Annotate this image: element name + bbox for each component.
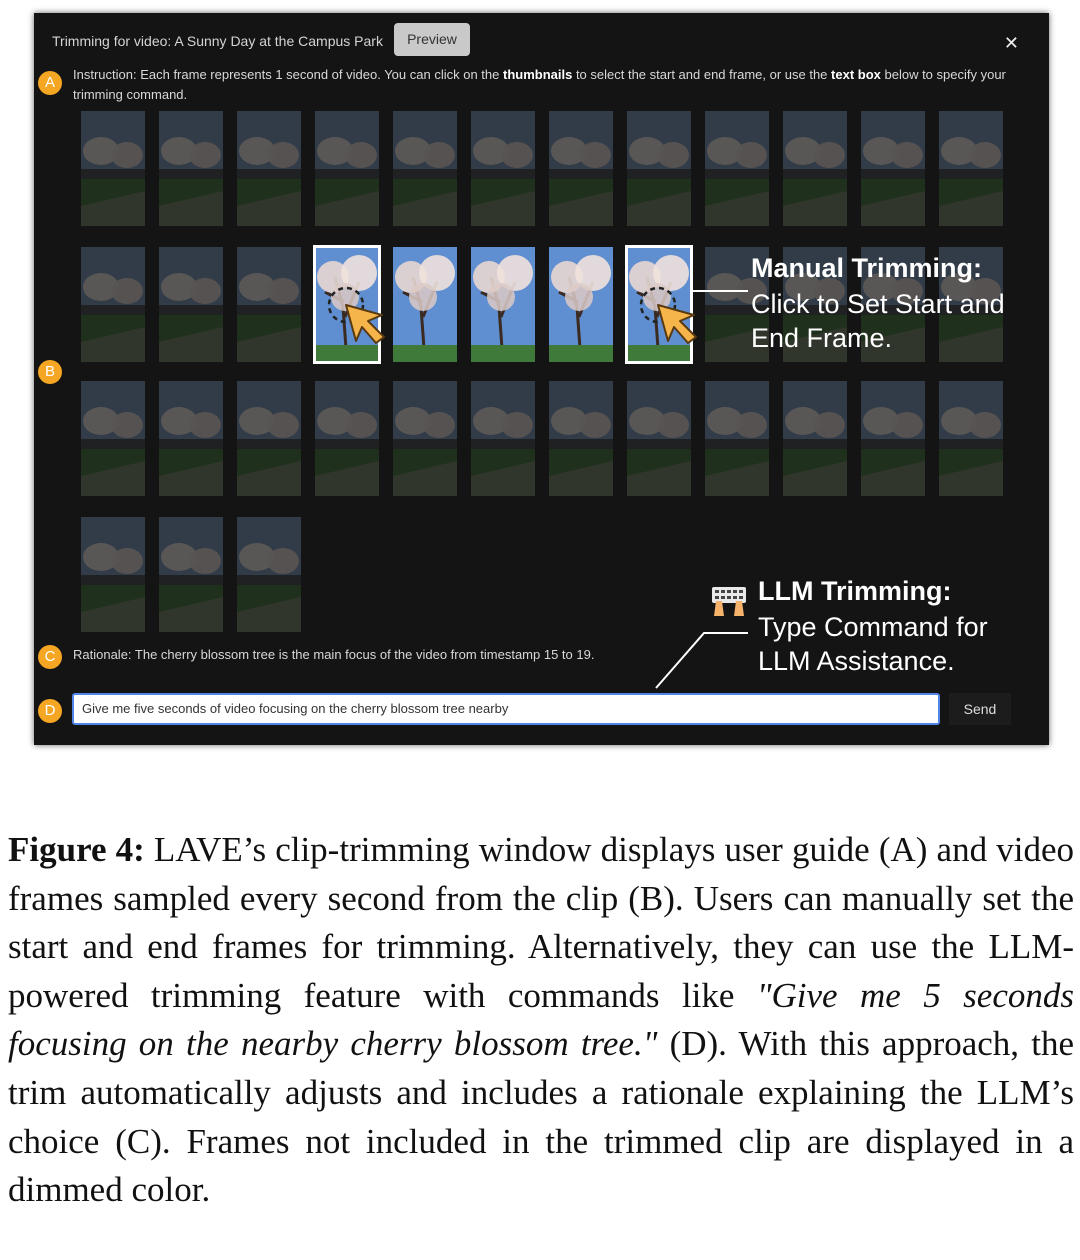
frame-thumbnail[interactable] bbox=[471, 111, 535, 226]
frame-thumbnail[interactable] bbox=[81, 517, 145, 632]
figure-caption: Figure 4: LAVE’s clip-trimming window displays user guide (A) and video frames sampled every second from the clip (B). Users can manually set the start and end frames for trimming. Alternatively, they can use the LLM-powered trimming feature with commands like "Give me 5 seconds focusing on the nearby cherry blossom tree." (D). With this approach, the trim automatically adjusts and includes a rationale explaining the LLM’s choice (C). Frames not included in the trimmed clip are displayed in a dimmed color. bbox=[8, 830, 1075, 1210]
badge-b: B bbox=[38, 360, 62, 384]
frame-thumbnail[interactable] bbox=[627, 111, 691, 226]
rationale-text: Rationale: The cherry blossom tree is the main focus of the video from timestamp 15 to 19. bbox=[73, 647, 595, 662]
frame-thumbnail[interactable] bbox=[783, 381, 847, 496]
frame-thumbnail[interactable] bbox=[471, 247, 535, 362]
close-icon[interactable]: ✕ bbox=[1003, 33, 1019, 53]
frame-thumbnail[interactable] bbox=[81, 381, 145, 496]
frame-thumbnail[interactable] bbox=[939, 111, 1003, 226]
llm-trimming-title: LLM Trimming: bbox=[758, 576, 952, 606]
frame-thumbnail[interactable] bbox=[159, 247, 223, 362]
send-button[interactable]: Send bbox=[949, 693, 1011, 725]
manual-trimming-line2: End Frame. bbox=[751, 323, 893, 353]
frame-thumbnail[interactable] bbox=[705, 111, 769, 226]
frame-thumbnail[interactable] bbox=[939, 381, 1003, 496]
command-input[interactable] bbox=[72, 693, 940, 725]
frame-thumbnail[interactable] bbox=[237, 381, 301, 496]
keyboard-typing-icon bbox=[710, 583, 748, 617]
frame-thumbnail[interactable] bbox=[237, 247, 301, 362]
click-cursor-icon bbox=[326, 285, 388, 347]
frame-thumbnail[interactable] bbox=[81, 111, 145, 226]
click-cursor-icon bbox=[638, 285, 700, 347]
frame-thumbnail[interactable] bbox=[159, 517, 223, 632]
frame-thumbnail[interactable] bbox=[237, 111, 301, 226]
frame-thumbnail[interactable] bbox=[393, 111, 457, 226]
llm-trimming-line2: LLM Assistance. bbox=[758, 646, 955, 676]
caption-quote: "Give me 5 seconds focusing on the nearby cherry blossom tree." bbox=[8, 975, 1074, 1064]
badge-d: D bbox=[38, 699, 62, 723]
frame-thumbnail[interactable] bbox=[315, 111, 379, 226]
frame-thumbnail[interactable] bbox=[393, 381, 457, 496]
frame-thumbnail[interactable] bbox=[315, 381, 379, 496]
badge-a: A bbox=[38, 71, 62, 95]
frame-thumbnail[interactable] bbox=[159, 111, 223, 226]
frame-thumbnail[interactable] bbox=[861, 111, 925, 226]
manual-trimming-line1: Click to Set Start and bbox=[751, 289, 1005, 319]
frame-thumbnail[interactable] bbox=[549, 381, 613, 496]
frame-thumbnail[interactable] bbox=[861, 381, 925, 496]
preview-button[interactable]: Preview bbox=[394, 23, 470, 56]
frame-thumbnail[interactable] bbox=[549, 111, 613, 226]
figure-label: Figure 4: bbox=[8, 830, 145, 869]
instruction-text: Instruction: Each frame represents 1 second of video. You can click on the thumbnails to select the start and end frame, or use the text box below to specify your trimming command. bbox=[73, 67, 1006, 102]
frame-thumbnail[interactable] bbox=[627, 381, 691, 496]
frame-thumbnail[interactable] bbox=[81, 247, 145, 362]
frame-thumbnail[interactable] bbox=[393, 247, 457, 362]
llm-trimming-line1: Type Command for bbox=[758, 612, 988, 642]
clip-trimming-window bbox=[34, 13, 1049, 745]
title-bar bbox=[34, 13, 1049, 73]
window-title: Trimming for video: A Sunny Day at the Campus Park bbox=[52, 33, 383, 49]
frame-thumbnail[interactable] bbox=[471, 381, 535, 496]
frame-thumbnail[interactable] bbox=[549, 247, 613, 362]
frame-thumbnail[interactable] bbox=[783, 111, 847, 226]
frame-thumbnail[interactable] bbox=[159, 381, 223, 496]
frame-thumbnail[interactable] bbox=[705, 381, 769, 496]
frame-thumbnail[interactable] bbox=[237, 517, 301, 632]
badge-c: C bbox=[38, 645, 62, 669]
manual-trimming-title: Manual Trimming: bbox=[751, 253, 983, 283]
